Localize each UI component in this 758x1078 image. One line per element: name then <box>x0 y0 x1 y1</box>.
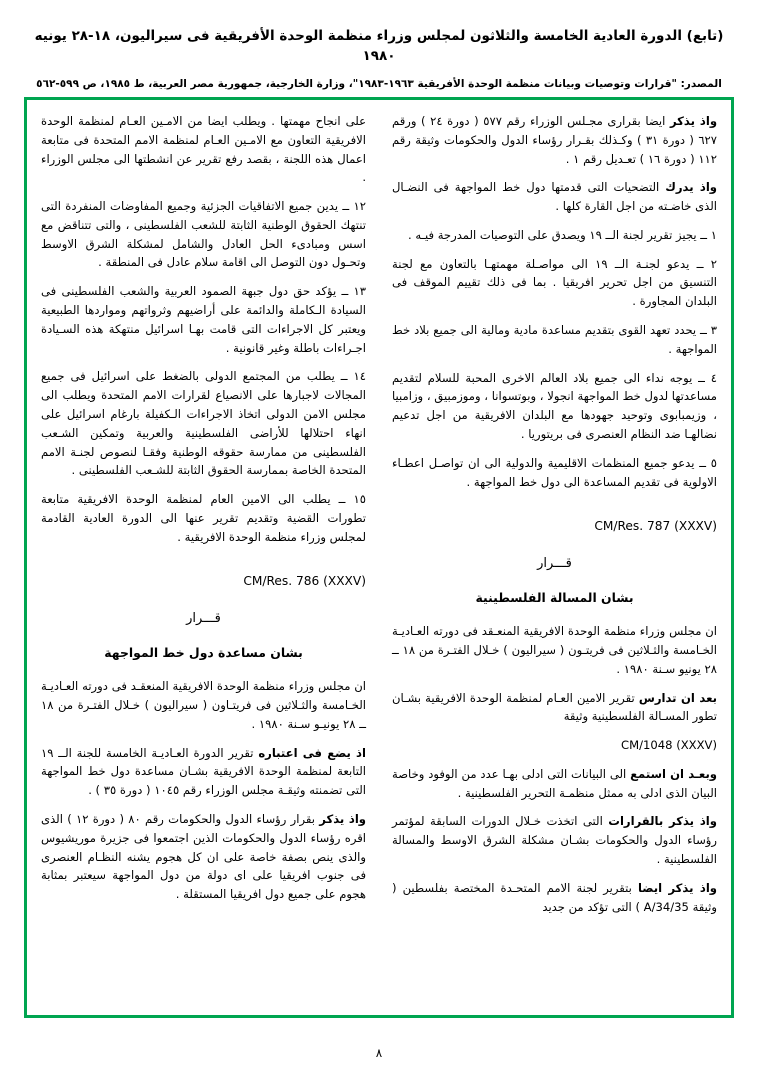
paragraph-lead: اذ يضع فى اعتباره <box>258 745 366 760</box>
page-number: ٨ <box>375 1046 383 1060</box>
paragraph <box>392 879 717 917</box>
paragraph <box>392 765 717 803</box>
numbered-item: ١ ــ يجيز تقرير لجنة الــ ١٩ ويصدق على التوصيات المدرجة فيـه . <box>408 227 717 242</box>
paragraph-lead: واذ يذكر ايضا <box>637 880 718 895</box>
paragraph <box>392 812 717 868</box>
resolution-id-text: CM/Res. 786 (XXXV) <box>243 574 366 589</box>
paragraph-text: تقرير الدورة العـاديـة الخامسة للجنة الــ ١٩ التابعة لمنظمة الوحدة الافريقية بشـان مساعدة دول خط المواجهة التى تضمنته وثيقـة مجلس الوزراء رقم ١٠٤٥ ( دورة ٣٥ ) . <box>41 745 366 798</box>
paragraph <box>392 689 717 727</box>
resolution-id <box>392 517 717 537</box>
paragraph-text: بقرار رؤساء الدول والحكومات رقم ٨٠ ( دورة ١٢ ) الذى اقره رؤساء الدول والحكومات الذين اجتمعوا فى جزيرة موريشيوس والذى ينص بصفة خاصة على ان كل هجوم يشنه النظـام العنصرى فى جنوب افريقيا على اى دولة من دول المواجهة سيعتبر بمثابة هجوم على جميع دول افريقيا المستقلة . <box>41 812 366 902</box>
numbered-item: ٥ ــ يدعو جميع المنظمات الاقليمية والدولية الى ان تواصـل اعطـاء الاولوية فى تقديم المساعدة الى دول خط المواجهة . <box>392 455 717 489</box>
numbered-item: ١٢ ــ يدين جميع الاتفاقيات الجزئية وجميع المفاوضات المنفردة التى تنتهك الحقوق الوطنية الثابتة للشعب الفلسطينى ، والتى تتناقض مع اسس ومبادىء الحل العادل والشامل لمشكلة الشرق الاوسط وتحـول دون التوصل الى اقامة سلام عادل فى المنطقة . <box>41 199 366 270</box>
column-right <box>41 112 366 1003</box>
paragraph-text: التى اتخذت خـلال الدورات السابقة لمؤتمر رؤساء الدول والحكومات بشـان مشكلة الشرق الاوسط والمسالة الفلسطينية . <box>392 814 717 866</box>
document-code <box>392 736 717 755</box>
paragraph: ان مجلس وزراء منظمة الوحدة الافريقية المنعقـد فى دورته العـاديـة الخـامسة والثـلاثين فى فريتـاون ( سيراليون ) خـلال الفتـرة من ١٨ ــ ٢٨ يونيـو سـنة ١٩٨٠ . <box>41 679 366 731</box>
paragraph: ان مجلس وزراء منظمة الوحدة الافريقية المنعـقد فى دورته العـاديـة الخـامسة والثـلاثين فى فريتـون ( سيراليون ) خـلال الفتـرة من ١٨ ــ ٢٨ يونيو سـنة ١٩٨٠ . <box>392 624 717 676</box>
column-left <box>392 112 717 1003</box>
resolution-subject: بشان مساعدة دول خط المواجهة <box>104 645 303 661</box>
paragraph-text: تقرير الامين العـام لمنظمة الوحدة الافريقية بشـان تطور المسـالة الفلسطينية وثيقة <box>392 690 717 724</box>
paragraph-text: التضحيات التى قدمتها دول خط المواجهة فى النضـال الذى خاضـته من اجل القارة كلها . <box>392 180 717 214</box>
resolution-id-text: CM/Res. 787 (XXXV) <box>594 519 717 534</box>
document-code-text: A/34/35 <box>643 899 689 914</box>
document-title: (تابع) الدورة العادية الخامسة والثلاثون لمجلس وزراء منظمة الوحدة الأفريقية فى سيراليون، ١٨-٢٨ يونيه ١٩٨٠ <box>34 28 724 65</box>
numbered-item: ٣ ــ يحدد تعهد القوى بتقديم مساعدة مادية ومالية الى جميع بلاد خط المواجهة . <box>392 323 717 356</box>
document-source: المصدر: "قرارات وتوصيات وبيانات منظمة الوحدة الأفريقية ١٩٦٣-١٩٨٣"، وزارة الخارجية، جمهورية مصر العربية، ط ١٩٨٥، ص ٥٩٩-٥٦٢ <box>36 77 722 90</box>
numbered-item: ١٤ ــ يطلب من المجتمع الدولى بالضغط على اسرائيل فى جميع المجالات لاجبارها على الانصياع لقرارات الامم المتحدة ويطلب الى مجلس الامن الدولى اتخاذ الاجراءات الـكفيلة بارغام اسرائيل على انهاء احتلالها للأراضى الفلسطينية والعربية وتمكين الشـعب الفلسطينى من ممارسة حقوقه الوطنية وفقـا لنصوص لجنـة الامم المتحدة الخاصة بممارسة الحقوق الثابتة للشـعب الفلسطينى . <box>41 369 366 478</box>
paragraph <box>392 178 717 216</box>
paragraph-lead: واذ يذكر <box>319 812 367 826</box>
two-column-layout <box>41 112 717 1003</box>
paragraph: على انجاح مهمتها . ويطلب ايضا من الامـين العـام لمنظمة الوحدة الافريقية التعاون مع الامـين العـام لمنظمة الامم المتحدة فى متابعة اعمال هذه اللجنة ، بقصد رفع تقرير عن انشطتها الى مجلس الوزراء . <box>41 114 366 185</box>
numbered-item: ١٣ ــ يؤكد حق دول جبهة الصمود العربية والشعب الفلسطينى فى السيادة الـكاملة والدائمة على أراضيهم وثرواتهم ومواردها الطبيعية ويعتبر كل الاجراءات التى قامت بهـا اسرائيل منتهكة هذه السـيادة اجـراءات باطلة وغير قانونية . <box>41 284 366 355</box>
paragraph-lead: واذ يذكر بالقرارات <box>608 814 717 829</box>
numbered-item: ٤ ــ يوجه نداء الى جميع بلاد العالم الاخرى المحبة للسلام لتقديم مساعدتها لدول خط المواجهة انجولا ، وبوتسوانا ، وموزمبيق ، وزامبيا ، وزيمبابوى وتوحيد جهودها مع البلدان الافريقية من اجل تدعيم نضالهـا ضد النظام العنصرى فى بريتوريا . <box>392 370 717 441</box>
resolution-subject: بشان المسالة الفلسطينية <box>475 590 634 606</box>
paragraph-lead: وبعـد ان استمع <box>630 766 717 781</box>
paragraph <box>41 744 366 800</box>
resolution-id <box>41 572 366 592</box>
paragraph-text: بتقرير لجنة الامم المتحـدة المختصة بفلسطين ( وثيقة <box>392 880 717 914</box>
qarar-heading: قـــرار <box>186 611 221 627</box>
paragraph-text: الى البيانات التى ادلى بهـا عدد من الوفود وخاصة البيان الذى ادلى به ممثل منظمـة التحرير الفلسطينية . <box>392 766 717 800</box>
paragraph-lead: بعد ان تدارس <box>638 690 717 705</box>
paragraph-text-after: ) التى تؤكد من جديد <box>542 899 640 914</box>
page-header <box>0 0 758 92</box>
paragraph <box>41 810 366 904</box>
paragraph-lead: واذ يدرك <box>665 180 717 195</box>
paragraph <box>392 112 717 168</box>
numbered-item: ٢ ــ يدعو لجنـة الــ ١٩ الى مواصـلة مهمتهـا بالتعاون مع لجنة التنسيق من اجل تحرير افريقيا . بما فى ذلك تقييم الموقف فى البلدان المجاورة . <box>392 256 717 309</box>
content-frame <box>24 97 734 1018</box>
paragraph-text: ايضا بقرارى مجـلس الوزراء رقم ٥٧٧ ( دورة ٢٤ ) ورقم ٦٢٧ ( دورة ٣١ ) وكـذلك بقـرار رؤساء الدول والحكومات وثيقة رقم ١١٢ ( دورة ١٦ ) تعـديل رقم ١ . <box>392 114 717 166</box>
numbered-item: ١٥ ــ يطلب الى الامين العام لمنظمة الوحدة الافريقية متابعة تطورات القضية وتقديم تقرير عنها الى الدورة العادية القادمة لمجلس وزراء منظمة الوحدة الافريقية . <box>41 492 366 544</box>
document-code-text: CM/1048 (XXXV) <box>621 738 717 753</box>
qarar-heading: قـــرار <box>537 556 572 572</box>
paragraph-lead: واذ يذكر <box>669 114 718 128</box>
